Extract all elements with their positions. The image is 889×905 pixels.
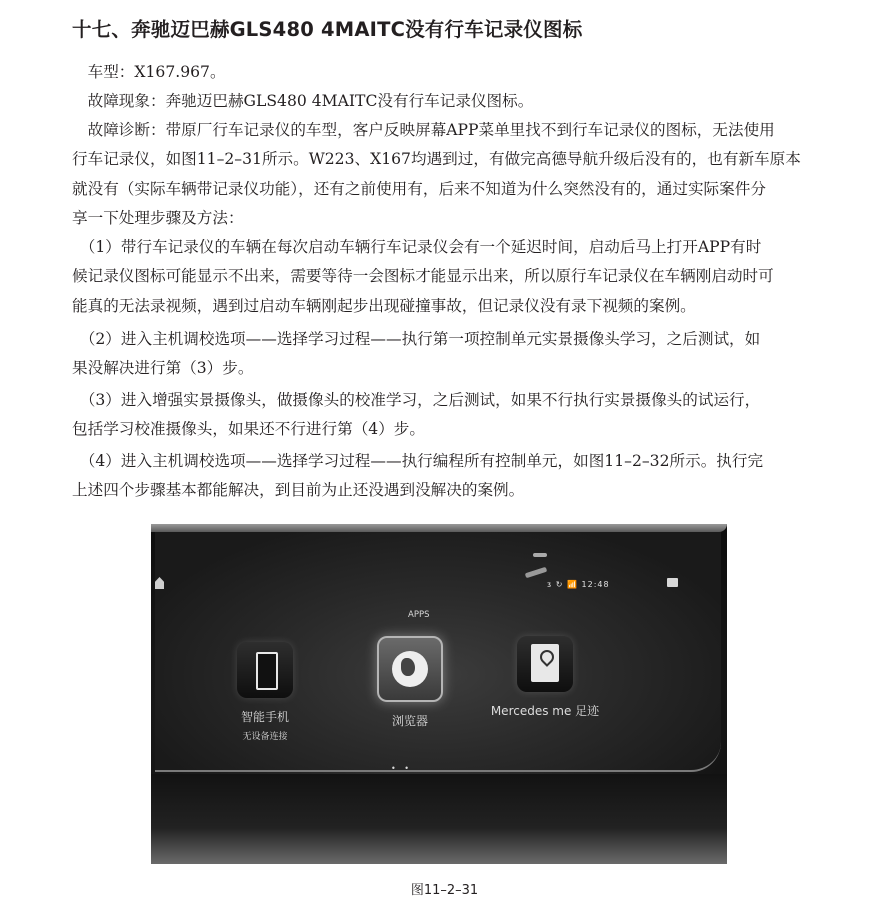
app-mercedes-me xyxy=(480,636,610,719)
apps-header: APPS xyxy=(408,610,430,620)
app-smartphone xyxy=(215,642,315,742)
figure-head-unit-photo xyxy=(151,524,727,864)
status-time: 12:48 xyxy=(581,580,610,589)
dashboard-trim xyxy=(151,774,727,864)
app-label: 智能手机 xyxy=(240,710,289,724)
glare-reflection xyxy=(533,553,547,557)
app-label: Mercedes me 足迹 xyxy=(490,704,600,718)
head-unit-screen xyxy=(155,532,721,772)
text-line: （1）带行车记录仪的车辆在每次启动车辆行车记录仪会有一个延迟时间，启动后马上打开APP有时 xyxy=(72,238,762,256)
paragraph-symptom xyxy=(72,87,842,116)
text-line: 候记录仪图标可能显示不出来，需要等待一会图标才能显示出来，所以原行车记录仪在车辆刚启动时可 xyxy=(72,267,774,286)
text-line: 享一下处理步骤及方法： xyxy=(72,208,244,227)
text-line: 包括学习校准摄像头，如果还不行进行第（4）步。 xyxy=(72,420,425,439)
glare-reflection xyxy=(525,567,547,579)
screen-bezel xyxy=(151,524,727,532)
home-icon xyxy=(155,577,164,589)
figure-caption: 图11–2–31 xyxy=(410,883,479,898)
page-indicator: • • xyxy=(391,764,412,773)
paragraph-diagnosis xyxy=(72,116,842,233)
text-line: 故障现象：奔驰迈巴赫GLS480 4MAITC没有行车记录仪图标。 xyxy=(72,92,534,110)
paragraph-step-3 xyxy=(72,386,842,445)
text-line: 就没有（实际车辆带记录仪功能），还有之前使用有，后来不知道为什么突然没有的，通过实际案件分 xyxy=(72,179,766,198)
text-line: 车型：X167.967。 xyxy=(72,63,226,81)
text-line: （3）进入增强实景摄像头，做摄像头的校准学习，之后测试，如果不行执行实景摄像头的试运行， xyxy=(72,391,761,409)
app-sublabel: 无设备连接 xyxy=(242,732,288,742)
text-line: （2）进入主机调校选项——选择学习过程——执行第一项控制单元实景摄像头学习，之后测试，如 xyxy=(72,330,761,348)
map-book-icon xyxy=(517,636,573,692)
globe-icon xyxy=(377,636,443,702)
paragraph-step-1 xyxy=(72,233,842,321)
paragraph-step-2 xyxy=(72,325,842,384)
text-line: 故障诊断：带原厂行车记录仪的车型，客户反映屏幕APP菜单里找不到行车记录仪的图标，无法使用 xyxy=(72,121,775,139)
app-browser xyxy=(360,636,460,729)
paragraph-vehicle-model xyxy=(72,58,842,87)
text-line: 上述四个步骤基本都能解决，到目前为止还没遇到没解决的案例。 xyxy=(72,481,525,500)
status-icons: ᴣ ↻ 📶 xyxy=(547,580,578,589)
message-icon xyxy=(667,578,678,587)
paragraph-step-4 xyxy=(72,447,842,506)
text-line: 能真的无法录视频，遇到过启动车辆刚起步出现碰撞事故，但记录仪没有录下视频的案例。 xyxy=(72,296,696,315)
text-line: 果没解决进行第（3）步。 xyxy=(72,359,254,378)
app-label: 浏览器 xyxy=(391,714,428,728)
section-title: 十七、奔驰迈巴赫GLS480 4MAITC没有行车记录仪图标 xyxy=(72,18,583,41)
text-line: 行车记录仪，如图11–2–31所示。W223、X167均遇到过，有做完高德导航升级后没有的，也有新车原本 xyxy=(72,150,801,169)
smartphone-icon xyxy=(237,642,293,698)
text-line: （4）进入主机调校选项——选择学习过程——执行编程所有控制单元，如图11–2–32所示。执行完 xyxy=(72,452,764,470)
status-bar xyxy=(547,580,610,589)
